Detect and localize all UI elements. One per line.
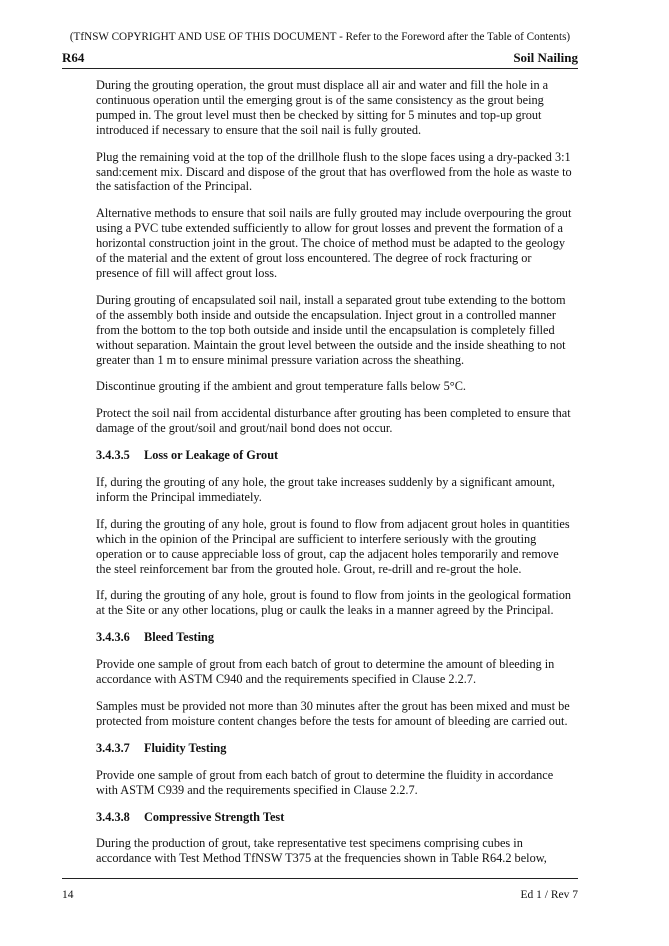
section-heading-loss-or-leakage — [96, 448, 576, 463]
body-paragraph: Discontinue grouting if the ambient and grout temperature falls below 5°C. — [96, 379, 466, 394]
body-paragraph: Plug the remaining void at the top of the drillhole flush to the slope faces using a dry-packed 3:1 sand:cement mix. Discard and dispose of the grout that has overflowed from the hole as waste to the satisfaction of the Principal. — [96, 149, 572, 194]
section-title: Bleed Testing — [144, 630, 215, 645]
body-paragraph: Protect the soil nail from accidental disturbance after grouting has been completed to ensure that damage of the grout/soil and grout/nail bond does not occur. — [96, 406, 571, 436]
section-paragraph: During the production of grout, take representative test specimens comprising cubes in accordance with Test Method TfNSW T375 at the frequencies shown in Table R64.2 below, — [96, 836, 547, 866]
footer-rule — [62, 878, 578, 879]
document-code: R64 — [62, 50, 85, 65]
header-rule — [62, 68, 578, 69]
section-title: Fluidity Testing — [144, 740, 227, 755]
section-paragraph: If, during the grouting of any hole, grout is found to flow from adjacent grout holes in quantities which in the opinion of the Principal are sufficient to interfere seriously with the grouting operation or to cause appreciable loss of grout, cap the adjacent holes temporarily and remove the steel reinforcement bar from the grouted hole. Grout, re-drill and re-grout the hole. — [96, 516, 570, 576]
document-title: Soil Nailing — [513, 50, 578, 65]
section-title: Loss or Leakage of Grout — [144, 448, 279, 463]
section-number: 3.4.3.6 — [96, 630, 130, 645]
section-heading-bleed-testing — [96, 630, 576, 645]
body-paragraph: During grouting of encapsulated soil nail, install a separated grout tube extending to the bottom of the assembly both inside and outside the encapsulation. Inject grout in a controlled manner from the bottom to the top both outside and inside until the encapsulation is completely filled without separation. Maintain the grout level between the outside and the inside sheathing to not greater than 1 m to ensure minimal pressure variation across the sheathing. — [96, 292, 566, 367]
section-paragraph: If, during the grouting of any hole, the grout take increases suddenly by a significant amount, inform the Principal immediately. — [96, 475, 555, 504]
section-heading-fluidity-testing — [96, 741, 576, 756]
running-header — [62, 50, 578, 66]
section-paragraph: If, during the grouting of any hole, grout is found to flow from joints in the geological formation at the Site or any other locations, plug or caulk the leaks in a manner agreed by the Principal. — [96, 588, 572, 618]
section-paragraph: Provide one sample of grout from each batch of grout to determine the fluidity in accordance with ASTM C939 and the requirements specified in Clause 2.2.7. — [96, 767, 554, 797]
section-number: 3.4.3.7 — [96, 740, 130, 755]
section-heading-compressive-strength — [96, 810, 576, 825]
section-number: 3.4.3.8 — [96, 809, 130, 824]
section-paragraph: Provide one sample of grout from each batch of grout to determine the amount of bleeding in accordance with ASTM C940 and the requirements specified in Clause 2.2.7. — [96, 657, 555, 687]
section-paragraph: Samples must be provided not more than 30 minutes after the grout has been mixed and must be protected from moisture content changes before the tests for amount of bleeding are carried out. — [96, 699, 570, 728]
body-paragraph: Alternative methods to ensure that soil nails are fully grouted may include overpouring the grout using a PVC tube extended sufficiently to allow for grout losses and prevent the formation of a horizontal construction joint in the grout. The choice of method must be adapted to the geology of the material and the extent of grout loss encountered. The degree of rock fracturing or presence of fill will affect grout loss. — [96, 206, 572, 280]
copyright-notice: (TfNSW COPYRIGHT AND USE OF THIS DOCUMENT - Refer to the Foreword after the Table of Contents) — [69, 31, 571, 43]
page-number: 14 — [62, 889, 74, 901]
page-footer — [62, 888, 578, 902]
page-body — [96, 78, 576, 878]
section-title: Compressive Strength Test — [144, 809, 285, 824]
section-number: 3.4.3.5 — [96, 448, 130, 463]
revision-label: Ed 1 / Rev 7 — [520, 889, 578, 901]
body-paragraph: During the grouting operation, the grout must displace all air and water and fill the hole in a continuous operation until the emerging grout is of the same consistency as the grout being pumped in. The grout level must then be checked by sitting for 5 minutes and top-up grout introduced if necessary to ensure that the soil nail is fully grouted. — [96, 78, 549, 137]
